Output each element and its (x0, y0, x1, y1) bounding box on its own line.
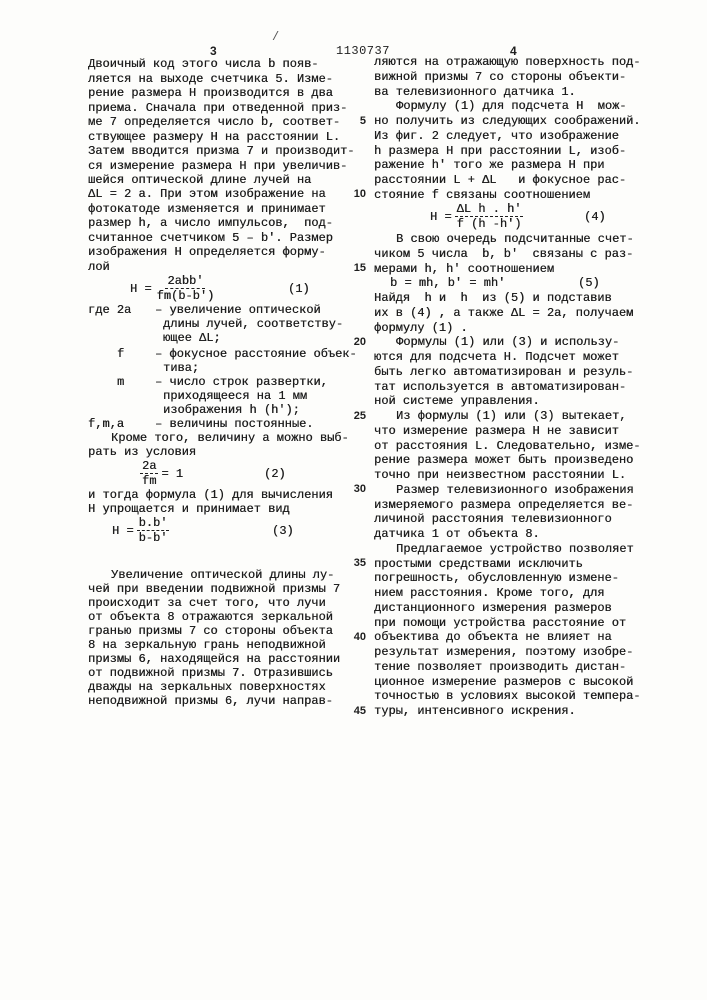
text-line: стояние f связаны соотношением (374, 188, 590, 202)
text-line: их в (4) , а также ΔL = 2a, получаем (374, 306, 633, 320)
text-line: h размера Н при расстоянии L, изоб- (374, 144, 626, 158)
margin-line-number: 15 (346, 262, 366, 275)
text-line: происходит за счет того, что лучи (88, 596, 326, 610)
text-line: дважды на зеркальных поверхностях (88, 680, 326, 694)
text-line: неподвижной призмы 6, лучи направ- (88, 694, 333, 708)
text-line: ме 7 определяется число b, соответ- (88, 115, 340, 129)
text-line: мерами h, h' соотношением (374, 262, 554, 276)
text-line: приходящееся на 1 мм (163, 389, 307, 403)
formula-lhs: H = (430, 210, 452, 224)
text-line: чей при введении подвижной призмы 7 (88, 582, 340, 596)
margin-line-number: 45 (346, 705, 366, 718)
margin-line-number: 40 (346, 631, 366, 644)
denominator: f (h -h') (455, 217, 524, 230)
numerator: ΔL h . h' (455, 203, 524, 217)
text-line: В свою очередь подсчитанные счет- (396, 232, 634, 246)
text-line: Из формулы (1) или (3) вытекает, (396, 409, 626, 423)
text-line: приема. Сначала при отведенной приз- (88, 101, 347, 115)
text-line: от подвижной призмы 7. Отразившись (88, 666, 333, 680)
text-line: простыми средствами исключить (374, 557, 583, 571)
text-line: ляется на выходе счетчика 5. Изме- (88, 72, 333, 86)
text-line: туры, интенсивного искрения. (374, 704, 576, 718)
text-line: Размер телевизионного изображения (396, 483, 634, 497)
text-line: вижной призмы 7 со стороны объекти- (374, 70, 626, 84)
text-line: призмы 6, находящейся на расстоянии (88, 652, 340, 666)
text-line: шейся оптической длине лучей на (88, 173, 311, 187)
text-line: гранью призмы 7 со стороны объекта (88, 624, 333, 638)
fraction (155, 275, 217, 302)
text-line: точно при неизвестном расстоянии L. (374, 468, 626, 482)
formula-5: b = mh, b' = mh' (390, 276, 505, 290)
equation-number: (4) (584, 210, 606, 224)
patent-number: 1130737 (336, 44, 390, 58)
equation-number: (2) (264, 467, 286, 481)
text-line: чиком 5 числа b, b' связаны с раз- (374, 247, 633, 261)
text-line: ются для подсчета Н. Подсчет может (374, 350, 619, 364)
text-line: считанное счетчиком 5 – b'. Размер (88, 231, 333, 245)
denominator: fm(b-b') (155, 289, 217, 302)
text-line: рение размера Н производится в два (88, 86, 333, 100)
text-line: – увеличение оптической (155, 303, 321, 317)
text-line: – величины постоянные. (155, 417, 313, 431)
margin-line-number: 20 (346, 336, 366, 349)
formula-3 (112, 517, 172, 544)
text-line: быть легко автоматизирован и резуль- (374, 365, 633, 379)
fraction (140, 460, 158, 487)
text-line: но получить из следующих соображений. (374, 114, 640, 128)
equation-number: (3) (272, 524, 294, 538)
text-line: Из фиг. 2 следует, что изображение (374, 129, 619, 143)
text-line: размер h, а число импульсов, под- (88, 216, 333, 230)
text-line: Н упрощается и принимает вид (88, 502, 290, 516)
scan-mark: / (272, 30, 279, 44)
margin-line-number: 25 (346, 410, 366, 423)
text-line: f (117, 347, 124, 361)
text-line: объектива до объекта не влияет на (374, 630, 612, 644)
text-line: формулу (1) . (374, 321, 468, 335)
text-line: точностью в условиях высокой темпера- (374, 689, 640, 703)
denominator: b-b' (137, 531, 170, 544)
text-line: Затем вводится призма 7 и производит- (88, 144, 354, 158)
formula-4 (430, 203, 526, 230)
denominator: fm (140, 474, 158, 487)
equation-number: (5) (578, 276, 600, 290)
margin-line-number: 5 (346, 115, 366, 128)
text-line: 8 на зеркальную грань неподвижной (88, 638, 326, 652)
text-line: ся измерение размера Н при увеличив- (88, 159, 347, 173)
formula-lhs: H = (130, 282, 152, 296)
text-line: ляются на отражающую поверхность под- (374, 55, 640, 69)
text-line: тение позволяет производить дистан- (374, 660, 626, 674)
page-number-right: 4 (510, 44, 517, 58)
text-line: Двоичный код этого числа b появ- (88, 57, 318, 71)
text-line: – число строк развертки, (155, 375, 328, 389)
text-line: результат измерения, поэтому изобре- (374, 645, 633, 659)
text-line: от объекта 8 отражаются зеркальной (88, 610, 333, 624)
text-line: – фокусное расстояние объек- (155, 347, 357, 361)
text-line: изображения h (h'); (163, 403, 300, 417)
text-line: f,m,a (88, 417, 124, 431)
text-line: фотокатоде изменяется и принимает (88, 202, 326, 216)
text-line: тат используется в автоматизирован- (374, 380, 626, 394)
text-line: рение размера может быть произведено (374, 453, 633, 467)
numerator: 2abb' (165, 275, 205, 289)
text-line: измеряемого размера определяется ве- (374, 498, 633, 512)
text-line: ΔL = 2 а. При этом изображение на (88, 187, 326, 201)
text-line: личиной расстояния телевизионного (374, 512, 612, 526)
text-line: и тогда формула (1) для вычисления (88, 488, 333, 502)
text-line: Увеличение оптической длины лу- (111, 568, 334, 582)
text-line: рать из условия (88, 445, 196, 459)
text-line: лой (88, 260, 110, 274)
text-line: что измерение размера Н не зависит (374, 424, 619, 438)
text-line: ва телевизионного датчика 1. (374, 85, 576, 99)
text-line: ражение h' того же размера Н при (374, 158, 604, 172)
text-line: ствующее размеру Н на расстоянии L. (88, 130, 340, 144)
text-line: при помощи устройства расстояние от (374, 616, 626, 630)
text-line: погрешность, обусловленную измене- (374, 571, 619, 585)
text-line: Формулы (1) или (3) и использу- (396, 335, 619, 349)
text-line: длины лучей, соответству- (163, 317, 343, 331)
text-line: ной системе управления. (374, 394, 540, 408)
fraction (137, 517, 170, 544)
text-line: от расстояния L. Следовательно, изме- (374, 439, 640, 453)
text-line: где 2a (88, 303, 131, 317)
numerator: 2a (140, 460, 158, 474)
text-line: Предлагаемое устройство позволяет (396, 542, 634, 556)
formula-rhs: = 1 (161, 467, 183, 481)
equation-number: (1) (288, 282, 310, 296)
margin-line-number: 35 (346, 557, 366, 570)
text-line: ющее ΔL; (163, 331, 221, 345)
text-line: расстоянии L + ΔL и фокусное рас- (374, 173, 626, 187)
text-line: нием расстояния. Кроме того, для (374, 586, 604, 600)
text-line: тива; (163, 361, 199, 375)
page-number-left: 3 (210, 44, 217, 58)
formula-2 (137, 460, 183, 487)
text-line: датчика 1 от объекта 8. (374, 527, 540, 541)
margin-line-number: 30 (346, 483, 366, 496)
text-line: ционное измерение размеров с высокой (374, 675, 633, 689)
fraction (455, 203, 524, 230)
text-line: изображения Н определяется форму- (88, 245, 326, 259)
text-line: Кроме того, величину а можно выб- (111, 431, 349, 445)
text-line: m (117, 375, 124, 389)
text-line: дистанционного измерения размеров (374, 601, 612, 615)
margin-line-number: 10 (346, 188, 366, 201)
formula-lhs: H = (112, 524, 134, 538)
text-line: Найдя h и h из (5) и подставив (374, 291, 612, 305)
formula-1 (130, 275, 219, 302)
text-line: Формулу (1) для подсчета Н мож- (396, 99, 626, 113)
numerator: b.b' (137, 517, 170, 531)
